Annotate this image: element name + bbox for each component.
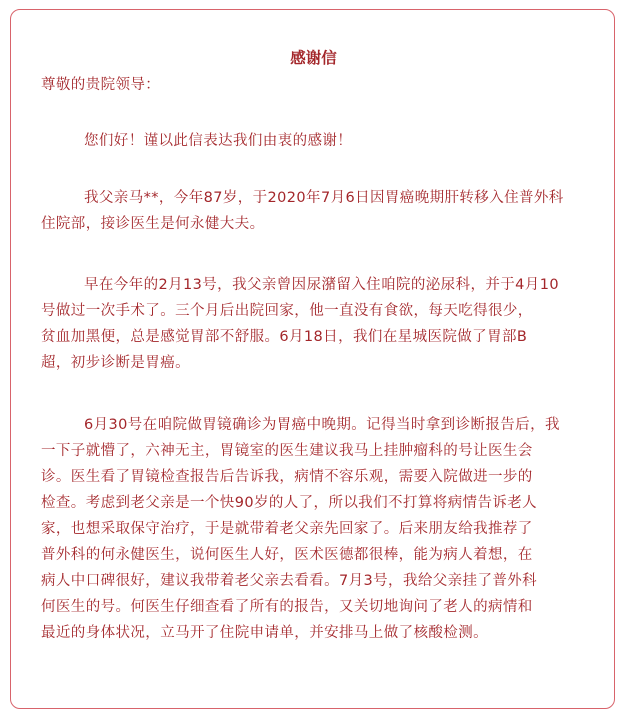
paragraph-line: 贫血加黑便，总是感觉胃部不舒服。6月18日，我们在星城医院做了胃部B [41,329,528,345]
paragraph-1 [41,128,601,154]
paragraph-4 [41,412,601,646]
paragraph-line: 普外科的何永健医生，说何医生人好，医术医德都很棒，能为病人着想，在 [41,547,533,563]
paragraph-line: 最近的身体状况，立马开了住院申请单，并安排马上做了核酸检测。 [41,625,488,641]
paragraph-line: 何医生的号。何医生仔细查看了所有的报告，又关切地询问了老人的病情和 [41,599,533,615]
paragraph-line: 早在今年的2月13号，我父亲曾因尿潴留入住咱院的泌尿科，并于4月10 [84,277,559,293]
paragraph-line: 您们好！谨以此信表达我们由衷的感谢！ [84,133,353,149]
paragraph-line: 家，也想采取保守治疗，于是就带着老父亲先回家了。后来朋友给我推荐了 [41,521,533,537]
letter-salutation [41,72,601,98]
paragraph-line: 病人中口碑很好，建议我带着老父亲去看看。7月3号，我给父亲挂了普外科 [41,573,538,589]
paragraph-line: 诊。医生看了胃镜检查报告后告诉我，病情不容乐观，需要入院做进一步的 [41,469,533,485]
paragraph-line: 我父亲马**，今年87岁，于2020年7月6日因胃癌晚期肝转移入住普外科 [84,190,564,206]
paragraph-3 [41,272,601,376]
paragraph-2 [41,185,601,237]
paragraph-line: 超，初步诊断是胃癌。 [41,355,190,371]
salutation-line: 尊敬的贵院领导： [41,77,161,93]
paragraph-line: 6月30号在咱院做胃镜确诊为胃癌中晚期。记得当时拿到诊断报告后，我 [84,417,560,433]
letter-card [10,9,615,709]
paragraph-line: 号做过一次手术了。三个月后出院回家，他一直没有食欲，每天吃得很少， [41,303,533,319]
paragraph-line: 一下子就懵了，六神无主，胃镜室的医生建议我马上挂肿瘤科的号让医生会 [41,443,533,459]
letter-title: 感谢信 [290,49,337,67]
paragraph-line: 住院部，接诊医生是何永健大夫。 [41,216,265,232]
paragraph-line: 检查。考虑到老父亲是一个快90岁的人了，所以我们不打算将病情告诉老人 [41,495,538,511]
